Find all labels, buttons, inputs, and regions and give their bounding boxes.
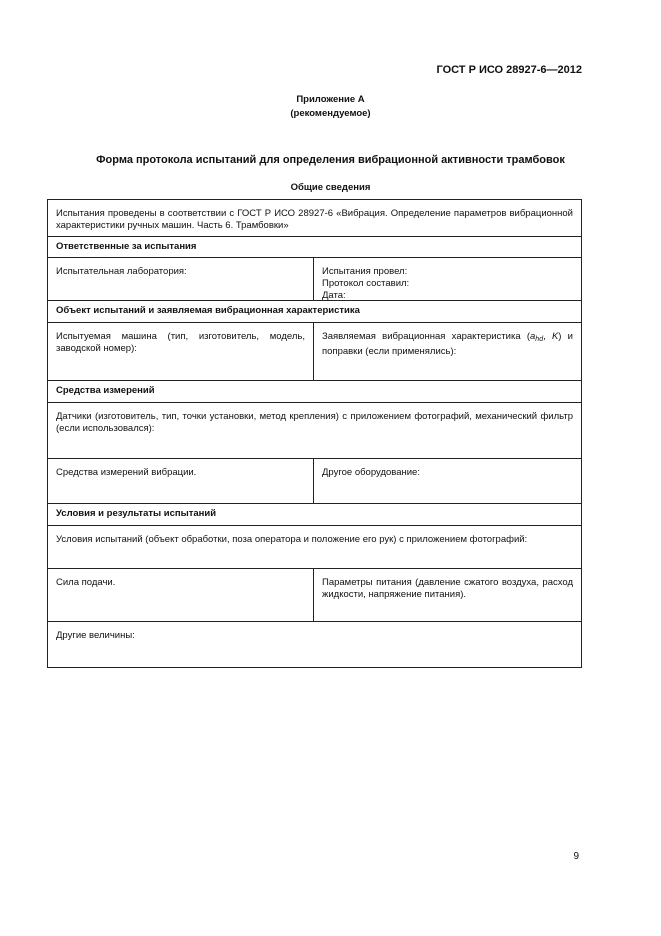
feed-power-row [48,569,581,622]
responsible-persons-field[interactable] [314,258,581,300]
section-caption: Общие сведения [290,182,371,193]
power-params-field[interactable]: Параметры питания (давление сжатого воздуха, расход жидкости, напряжение питания). [322,577,573,600]
conducted-by-label: Испытания провел: [322,266,408,277]
declared-value-field[interactable] [314,323,581,380]
declared-hd-subscript: hd [535,336,544,343]
other-values-field[interactable]: Другие величины: [56,630,135,641]
annex-title: Приложение А [296,94,365,105]
instruments-heading: Средства измерений [56,385,155,396]
form-title: Форма протокола испытаний для определения вибрационной активности трамбовок [96,154,565,166]
other-equipment-field[interactable]: Другое оборудование: [322,467,420,478]
page-number: 9 [573,851,579,862]
instruments-row [48,459,581,504]
laboratory-field[interactable]: Испытательная лаборатория: [48,258,314,300]
date-label: Дата: [322,290,346,301]
test-object-heading-row [48,301,581,323]
instruments-heading-row [48,381,581,403]
report-by-label: Протокол составил: [322,278,410,289]
declared-suffix: ) и поправки (если применялись): [322,331,573,357]
test-conditions-field[interactable]: Условия испытаний (объект обработки, поза оператора и положение его рук) с приложением фотографий: [56,534,528,545]
machine-field[interactable]: Испытуемая машина (тип, изготовитель, модель, заводской номер): [48,323,314,380]
declared-prefix: Заявляемая вибрационная характеристика ( [322,331,530,342]
responsible-heading-row [48,237,581,258]
conditions-heading-row [48,504,581,526]
intro-row [48,200,581,237]
responsible-row [48,258,581,301]
responsible-heading: Ответственные за испытания [56,241,197,252]
sensors-field[interactable]: Датчики (изготовитель, тип, точки установки, метод крепления) с приложением фотографий, механический фильтр (если использовался): [56,411,573,434]
sensors-row [48,403,581,459]
intro-text: Испытания проведены в соответствии с ГОСТ Р ИСО 28927-6 «Вибрация. Определение параметров вибрационной характеристики ручных машин. Часть 6. Трамбовки» [56,208,573,231]
conditions-heading: Условия и результаты испытаний [56,508,217,519]
test-conditions-row [48,526,581,569]
vibration-instruments-field[interactable]: Средства измерений вибрации. [48,459,314,503]
test-object-heading: Объект испытаний и заявляемая вибрационная характеристика [56,305,360,316]
other-values-row [48,622,581,667]
report-form-table [47,199,582,668]
annex-subtitle: (рекомендуемое) [290,108,371,119]
standard-code: ГОСТ Р ИСО 28927-6—2012 [436,64,582,76]
test-object-row [48,323,581,381]
declared-separator: , [543,331,552,342]
declared-k-symbol: K [551,331,559,342]
declared-a-symbol: a [530,331,536,342]
feed-force-field[interactable]: Сила подачи. [48,569,314,621]
